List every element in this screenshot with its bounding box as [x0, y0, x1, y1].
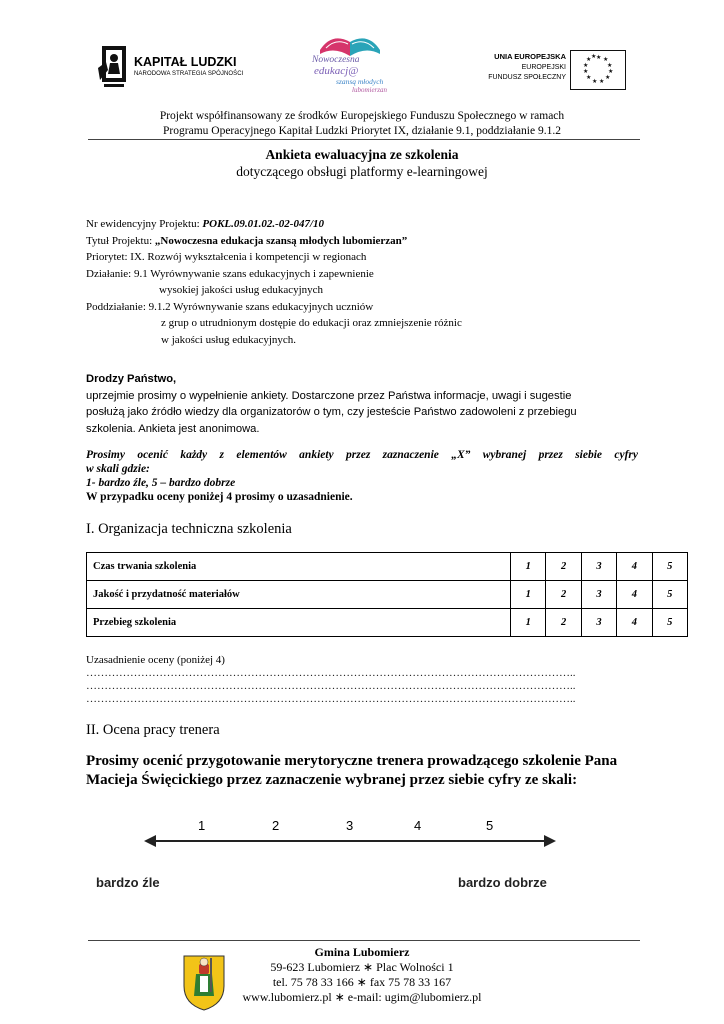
score-cell[interactable]: 1 [511, 609, 546, 637]
project-number [86, 216, 462, 233]
project-title [86, 233, 462, 250]
header-divider [88, 139, 640, 140]
svg-text:★: ★ [583, 62, 589, 69]
score-cell[interactable]: 4 [617, 553, 652, 581]
nowoczesna-edukacja-logo [312, 28, 390, 100]
project-title-label: Tytuł Projektu: [86, 234, 155, 247]
ue-line3: FUNDUSZ SPOŁECZNY [488, 74, 566, 81]
rating-scale [92, 812, 612, 902]
scale-low-label: bardzo źle [96, 875, 160, 890]
score-cell[interactable]: 2 [546, 553, 581, 581]
project-subaction-2: z grup o utrudnionym dostępie do edukacji oraz zmniejszenie różnic [161, 317, 462, 329]
greeting [86, 371, 638, 437]
table-row [87, 609, 688, 637]
funding-statement [0, 109, 724, 139]
ne-line2: edukacj@ [314, 65, 359, 77]
footer-address: 59-623 Lubomierz ∗ Plac Wolności 1 [270, 960, 454, 974]
scale-number-4[interactable]: 4 [414, 818, 422, 833]
project-subaction-3: w jakości usług edukacyjnych. [161, 333, 297, 346]
footer-divider [88, 940, 640, 941]
project-action-2: wysokiej jakości usług edukacyjnych [159, 284, 324, 296]
kl-title: KAPITAŁ LUDZKI [134, 55, 237, 69]
section1-heading: I. Organizacja techniczna szkolenia [86, 521, 292, 537]
footer-phone: tel. 75 78 33 166 ∗ fax 75 78 33 167 [272, 975, 452, 989]
footer-web[interactable]: www.lubomierz.pl ∗ e-mail: ugim@lubomierz.pl [242, 990, 482, 1004]
greeting-line3: szkolenia. Ankieta jest anonimowa. [86, 422, 260, 435]
eu-flag-icon [570, 50, 626, 90]
scale-number-5[interactable]: 5 [486, 818, 494, 833]
trainer-prompt [86, 752, 646, 790]
svg-text:★: ★ [586, 56, 592, 63]
scale-number-2[interactable]: 2 [272, 818, 280, 833]
score-cell[interactable]: 3 [581, 553, 616, 581]
svg-text:★: ★ [596, 54, 602, 61]
ue-line2-3 [488, 63, 566, 83]
project-number-value: POKL.09.01.02.-02-047/10 [202, 218, 325, 230]
row-label: Przebieg szkolenia [87, 609, 511, 637]
trainer-prompt-line1: Prosimy ocenić przygotowanie merytoryczne trenera prowadzącego szkolenie Pana [86, 753, 618, 769]
instructions [86, 448, 638, 504]
justification-block [86, 654, 646, 706]
svg-text:★: ★ [591, 53, 597, 60]
svg-text:★: ★ [603, 56, 609, 63]
rating-table [86, 552, 688, 637]
score-cell[interactable]: 2 [546, 609, 581, 637]
funding-line2: Programu Operacyjnego Kapitał Ludzki Priorytet IX, działanie 9.1, poddziałanie 9.1.2 [163, 125, 561, 137]
svg-text:★: ★ [599, 78, 605, 85]
svg-text:★: ★ [608, 68, 614, 75]
score-cell[interactable]: 5 [652, 609, 687, 637]
svg-text:★: ★ [586, 74, 592, 81]
score-cell[interactable]: 4 [617, 609, 652, 637]
kapital-ludzki-emblem-icon [96, 44, 130, 88]
scale-high-label: bardzo dobrze [458, 875, 547, 890]
trainer-prompt-line2: Macieja Święcickiego przez zaznaczenie wybranej przez siebie cyfry ze skali: [86, 772, 578, 788]
project-priority: Priorytet: IX. Rozwój wykształcenia i kompetencji w regionach [86, 251, 367, 263]
ue-line1: UNIA EUROPEJSKA [494, 52, 566, 61]
ne-line3: szansą młodych [336, 77, 384, 86]
ne-line1: Nowoczesna [312, 55, 360, 65]
open-book-icon [312, 28, 390, 58]
svg-text:★: ★ [583, 68, 589, 75]
double-arrow-icon [92, 830, 612, 870]
project-number-label: Nr ewidencyjny Projektu: [86, 218, 203, 230]
project-subaction-1: Poddziałanie: 9.1.2 Wyrównywanie szans edukacyjnych uczniów [86, 300, 374, 313]
project-action-1: Działanie: 9.1 Wyrównywanie szans edukacyjnych i zapewnienie [86, 267, 374, 280]
row-label: Jakość i przydatność materiałów [87, 581, 511, 609]
kl-subtitle: NARODOWA STRATEGIA SPÓJNOŚCI [134, 71, 244, 77]
kapital-ludzki-logo [96, 44, 246, 88]
score-cell[interactable]: 3 [581, 609, 616, 637]
scale-number-1[interactable]: 1 [198, 818, 206, 833]
eu-logo [486, 48, 626, 94]
document-subtitle: dotyczącego obsługi platformy e-learningowej [236, 164, 488, 179]
table-row [87, 581, 688, 609]
score-cell[interactable]: 5 [652, 553, 687, 581]
scale-number-3[interactable]: 3 [346, 818, 354, 833]
salutation: Drodzy Państwo, [86, 373, 177, 385]
ne-line4: lubomierzan [352, 86, 387, 94]
svg-text:★: ★ [605, 74, 611, 81]
justification-line-3[interactable]: …………………………………………………………………………………………………………………….. [86, 693, 576, 705]
svg-text:★: ★ [607, 62, 613, 69]
score-cell[interactable]: 1 [511, 553, 546, 581]
instruction-line1: Prosimy ocenić każdy z elementów ankiety przez zaznaczenie „X” wybranej przez siebie cyfry [86, 449, 638, 461]
footer [180, 945, 544, 1005]
score-cell[interactable]: 1 [511, 581, 546, 609]
instruction-line2: w skali gdzie: [86, 463, 150, 475]
svg-text:★: ★ [592, 78, 598, 85]
ue-line2: EUROPEJSKI [521, 64, 566, 71]
table-row [87, 553, 688, 581]
instruction-line4: W przypadku oceny poniżej 4 prosimy o uzasadnienie. [86, 491, 353, 503]
document-title: Ankieta ewaluacyjna ze szkolenia [265, 147, 459, 162]
justification-line-1[interactable]: …………………………………………………………………………………………………………………….. [86, 667, 576, 679]
score-cell[interactable]: 5 [652, 581, 687, 609]
project-title-value: „Nowoczesna edukacja szansą młodych lubomierzan” [154, 234, 408, 247]
project-info [86, 216, 462, 348]
instruction-line3: 1- bardzo źle, 5 – bardzo dobrze [86, 477, 236, 489]
funding-line1: Projekt współfinansowany ze środków Europejskiego Funduszu Społecznego w ramach [159, 110, 565, 122]
justification-line-2[interactable]: …………………………………………………………………………………………………………………….. [86, 680, 576, 692]
footer-name: Gmina Lubomierz [314, 945, 410, 959]
greeting-line2: posłużą jako źródło wiedzy dla organizatorów o tym, czy jesteście Państwo zadowoleni z przebiegu [86, 406, 577, 418]
greeting-line1: uprzejmie prosimy o wypełnienie ankiety. Dostarczone przez Państwa informacje, uwagi i sugestie [86, 389, 572, 402]
justification-label: Uzasadnienie oceny (poniżej 4) [86, 654, 225, 666]
section2-heading: II. Ocena pracy trenera [86, 722, 220, 738]
score-cell[interactable]: 2 [546, 581, 581, 609]
score-cell[interactable]: 3 [581, 581, 616, 609]
score-cell[interactable]: 4 [617, 581, 652, 609]
row-label: Czas trwania szkolenia [87, 553, 511, 581]
